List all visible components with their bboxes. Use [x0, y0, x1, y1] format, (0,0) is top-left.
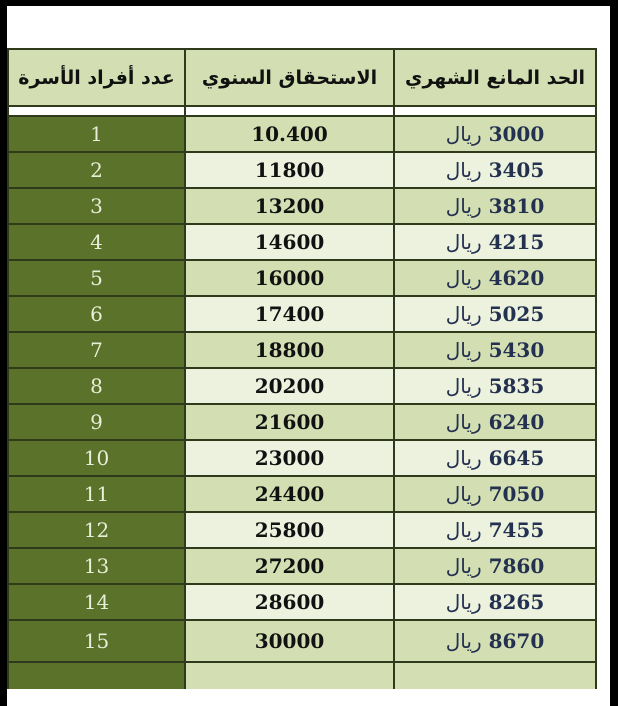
annual-entitlement-cell: 28600: [185, 584, 394, 620]
monthly-limit-cell: [394, 152, 596, 188]
monthly-limit-cell: [394, 404, 596, 440]
header-annual-entitlement: الاستحقاق السنوي: [185, 49, 394, 106]
family-count-cell: 4: [8, 224, 185, 260]
annual-entitlement-cell: 14600: [185, 224, 394, 260]
currency-label: ريال: [445, 230, 482, 254]
monthly-limit-cell: [394, 548, 596, 584]
monthly-limit-amount: 4620: [488, 266, 545, 290]
spacer-cell: [185, 106, 394, 116]
family-count-cell: 12: [8, 512, 185, 548]
table-row: [8, 296, 596, 332]
family-count-cell: 2: [8, 152, 185, 188]
entitlement-table: [7, 48, 597, 689]
monthly-limit-amount: 4215: [488, 230, 545, 254]
annual-entitlement-cell: 27200: [185, 548, 394, 584]
monthly-limit-cell: [394, 440, 596, 476]
monthly-limit-amount: 6645: [488, 446, 545, 470]
annual-entitlement-cell: 18800: [185, 332, 394, 368]
monthly-limit-cell: [394, 188, 596, 224]
annual-entitlement-cell: 21600: [185, 404, 394, 440]
annual-entitlement-cell: 20200: [185, 368, 394, 404]
monthly-limit-amount: 5430: [488, 338, 545, 362]
monthly-limit-cell: [394, 260, 596, 296]
annual-entitlement-cell: 30000: [185, 620, 394, 662]
header-monthly-limit: الحد المانع الشهري: [394, 49, 596, 106]
currency-label: ريال: [445, 338, 482, 362]
table-row: [8, 332, 596, 368]
currency-label: ريال: [445, 518, 482, 542]
monthly-limit-amount: 6240: [488, 410, 545, 434]
empty-cell: [8, 662, 185, 689]
currency-label: ريال: [445, 554, 482, 578]
table-row: [8, 440, 596, 476]
monthly-limit-cell: [394, 332, 596, 368]
monthly-limit-cell: [394, 584, 596, 620]
table-row: [8, 116, 596, 152]
table-body: [8, 116, 596, 689]
currency-label: ريال: [445, 194, 482, 218]
monthly-limit-amount: 8670: [488, 629, 545, 653]
entitlement-table-container: [7, 48, 597, 689]
table-row: [8, 476, 596, 512]
table-row: [8, 188, 596, 224]
monthly-limit-amount: 3405: [488, 158, 545, 182]
table-row: [8, 368, 596, 404]
currency-label: ريال: [445, 302, 482, 326]
empty-cell: [394, 662, 596, 689]
table-row: [8, 224, 596, 260]
family-count-cell: 8: [8, 368, 185, 404]
currency-label: ريال: [445, 374, 482, 398]
table-row: [8, 512, 596, 548]
table-row: [8, 584, 596, 620]
family-count-cell: 7: [8, 332, 185, 368]
monthly-limit-amount: 7860: [488, 554, 545, 578]
annual-entitlement-cell: 23000: [185, 440, 394, 476]
currency-label: ريال: [445, 629, 482, 653]
annual-entitlement-cell: 24400: [185, 476, 394, 512]
table-header-row: [8, 49, 596, 106]
currency-label: ريال: [445, 158, 482, 182]
annual-entitlement-cell: 11800: [185, 152, 394, 188]
monthly-limit-amount: 7050: [488, 482, 545, 506]
spacer-cell: [394, 106, 596, 116]
monthly-limit-cell: [394, 116, 596, 152]
currency-label: ريال: [445, 482, 482, 506]
header-spacer-row: [8, 106, 596, 116]
monthly-limit-amount: 5025: [488, 302, 545, 326]
annual-entitlement-cell: 13200: [185, 188, 394, 224]
currency-label: ريال: [445, 266, 482, 290]
table-row: [8, 548, 596, 584]
currency-label: ريال: [445, 590, 482, 614]
family-count-cell: 13: [8, 548, 185, 584]
family-count-cell: 10: [8, 440, 185, 476]
table-row: [8, 260, 596, 296]
table-row: [8, 152, 596, 188]
currency-label: ريال: [445, 122, 482, 146]
family-count-cell: 6: [8, 296, 185, 332]
monthly-limit-cell: [394, 512, 596, 548]
annual-entitlement-cell: 16000: [185, 260, 394, 296]
table-tail-row: [8, 662, 596, 689]
family-count-cell: 5: [8, 260, 185, 296]
monthly-limit-amount: 7455: [488, 518, 545, 542]
annual-entitlement-cell: 17400: [185, 296, 394, 332]
family-count-cell: 3: [8, 188, 185, 224]
family-count-cell: 9: [8, 404, 185, 440]
family-count-cell: 15: [8, 620, 185, 662]
currency-label: ريال: [445, 446, 482, 470]
empty-cell: [185, 662, 394, 689]
currency-label: ريال: [445, 410, 482, 434]
table-row: [8, 620, 596, 662]
family-count-cell: 1: [8, 116, 185, 152]
monthly-limit-cell: [394, 224, 596, 260]
monthly-limit-amount: 3000: [488, 122, 545, 146]
monthly-limit-cell: [394, 296, 596, 332]
header-family-count: عدد أفراد الأسرة: [8, 49, 185, 106]
family-count-cell: 14: [8, 584, 185, 620]
monthly-limit-amount: 5835: [488, 374, 545, 398]
monthly-limit-amount: 8265: [488, 590, 545, 614]
monthly-limit-cell: [394, 620, 596, 662]
table-row: [8, 404, 596, 440]
monthly-limit-amount: 3810: [488, 194, 545, 218]
spacer-cell: [8, 106, 185, 116]
annual-entitlement-cell: 10.400: [185, 116, 394, 152]
annual-entitlement-cell: 25800: [185, 512, 394, 548]
family-count-cell: 11: [8, 476, 185, 512]
monthly-limit-cell: [394, 368, 596, 404]
monthly-limit-cell: [394, 476, 596, 512]
